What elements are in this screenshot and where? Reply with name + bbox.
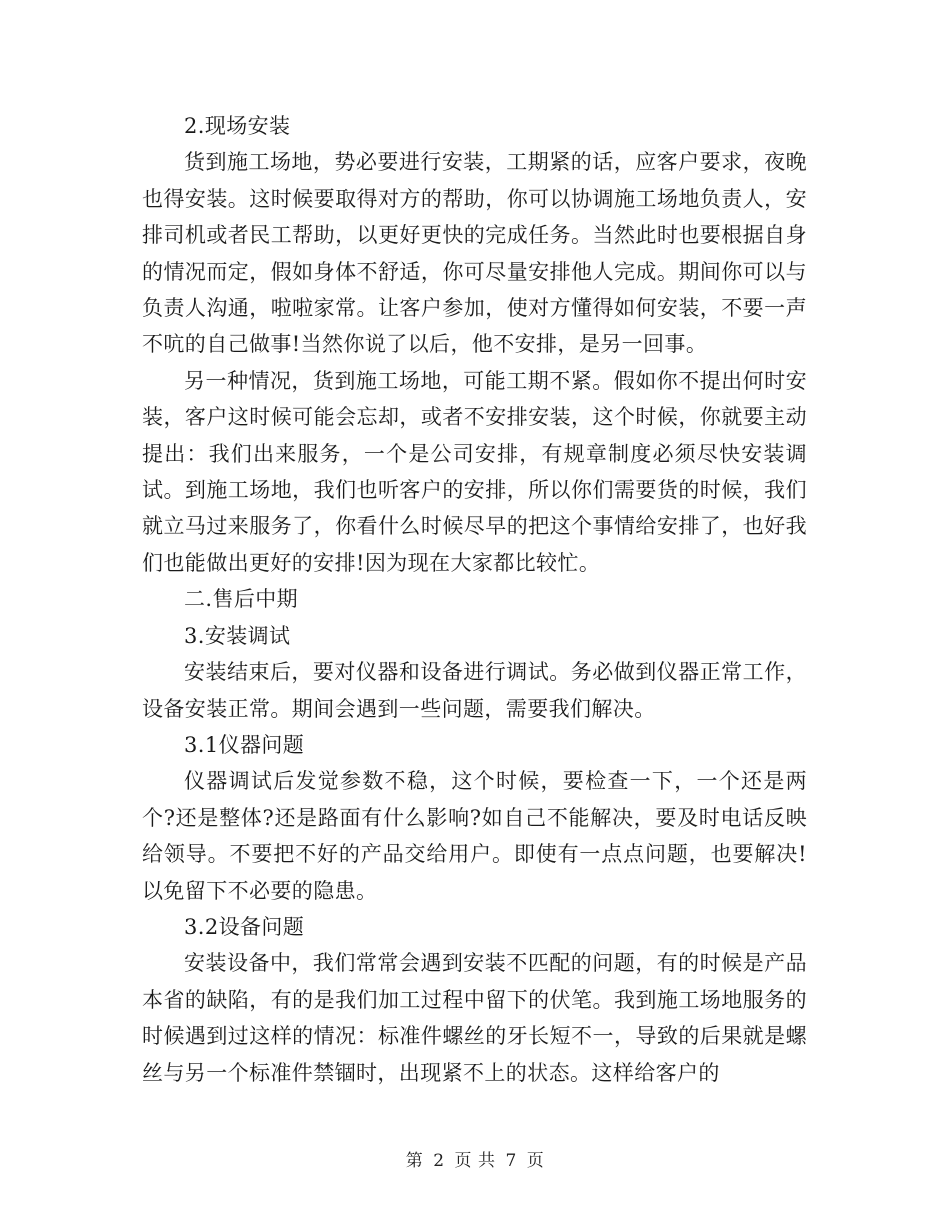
footer-suffix: 页 [526, 1151, 545, 1171]
paragraph-equipment-issues: 安装设备中，我们常常会遇到安装不匹配的问题，有的时候是产品本省的缺陷，有的是我们加工过程中留下的伏笔。我到施工场地服务的时候遇到过这样的情况：标准件螺丝的牙长短不一，导致的后果就是螺丝与另一个标准件禁锢时，出现紧不上的状态。这样给客户的 [142, 951, 807, 1085]
paragraph-installation-not-urgent: 另一种情况，货到施工场地，可能工期不紧。假如你不提出何时安装，客户这时候可能会忘却，或者不安排安装，这个时候，你就要主动提出：我们出来服务，一个是公司安排，有规章制度必须尽快安装调试。到施工场地，我们也听客户的安排，所以你们需要货的时候，我们就立马过来服务了，你看什么时候尽早的把这个事情给安排了，也好我们也能做出更好的安排!因为现在大家都比较忙。 [142, 368, 807, 575]
paragraph-installation-urgent: 货到施工场地，势必要进行安装，工期紧的话，应客户要求，夜晚也得安装。这时候要取得对方的帮助，你可以协调施工场地负责人，安排司机或者民工帮助，以更好更快的完成任务。当然此时也要根据自身的情况而定，假如身体不舒适，你可尽量安排他人完成。期间你可以与负责人沟通，啦啦家常。让客户参加，使对方懂得如何安装，不要一声不吭的自己做事!当然你说了以后，他不安排，是另一回事。 [142, 150, 807, 357]
paragraph-debugging: 安装结束后，要对仪器和设备进行调试。务必做到仪器正常工作，设备安装正常。期间会遇到一些问题，需要我们解决。 [142, 660, 807, 721]
section-heading-mid-after-sales: 二.售后中期 [184, 587, 299, 612]
section-heading-installation-debugging: 3.安装调试 [184, 623, 291, 648]
document-body [142, 108, 807, 1091]
page-footer [0, 1146, 950, 1171]
section-heading-on-site-installation: 2.现场安装 [184, 114, 291, 138]
section-heading-equipment-issues: 3.2设备问题 [184, 914, 305, 939]
footer-current-page: 2 [433, 1151, 445, 1171]
footer-middle: 页 共 [454, 1151, 496, 1171]
paragraph-instrument-issues: 仪器调试后发觉参数不稳，这个时候，要检查一下，一个还是两个?还是整体?还是路面有什么影响?如自己不能解决，要及时电话反映给领导。不要把不好的产品交给用户。即使有一点点问题，也要解决!以免留下不必要的隐患。 [142, 769, 807, 903]
section-heading-instrument-issues: 3.1仪器问题 [184, 732, 305, 757]
footer-total-pages: 7 [505, 1151, 517, 1171]
footer-prefix: 第 [405, 1151, 424, 1171]
